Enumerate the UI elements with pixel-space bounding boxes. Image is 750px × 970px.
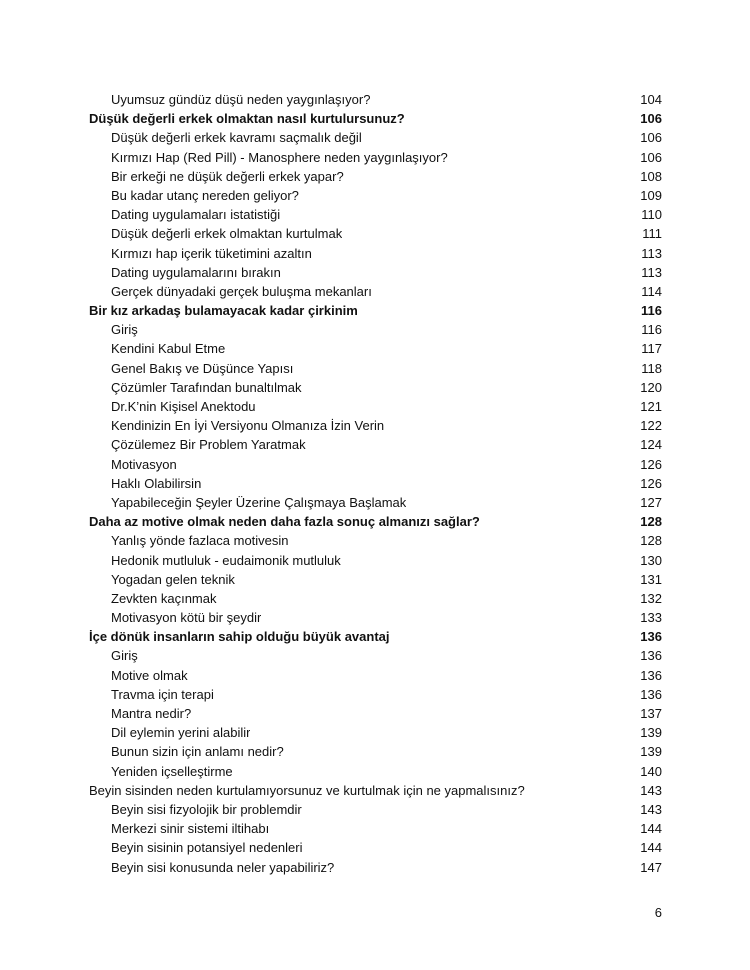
- toc-section-row: [89, 685, 662, 704]
- toc-entry-page: 143: [640, 782, 662, 798]
- toc-section-row: [89, 282, 662, 301]
- toc-entry-title: Travma için terapi: [111, 686, 214, 702]
- toc-section-row: [89, 148, 662, 167]
- toc-entry-page: 111: [642, 226, 662, 242]
- toc-entry-page: 139: [640, 725, 662, 741]
- toc-entry-title: Hedonik mutluluk - eudaimonik mutluluk: [111, 552, 341, 568]
- toc-entry-page: 116: [641, 322, 662, 338]
- toc-entry-page: 106: [640, 149, 662, 165]
- toc-entry-page: 128: [640, 533, 662, 549]
- toc-entry-title: Düşük değerli erkek kavramı saçmalık değil: [111, 130, 362, 146]
- toc-section-row: [89, 397, 662, 416]
- toc-section-row: [89, 416, 662, 435]
- toc-entry-page: 136: [640, 667, 662, 683]
- toc-entry-title: Beyin sisinden neden kurtulamıyorsunuz ve kurtulmak için ne yapmalısınız?: [89, 782, 525, 798]
- toc-entry-page: 106: [640, 111, 662, 127]
- toc-entry-page: 128: [640, 514, 662, 530]
- toc-chapter-row: [89, 301, 662, 320]
- toc-section-row: [89, 531, 662, 550]
- toc-entry-title: Yanlış yönde fazlaca motivesin: [111, 533, 289, 549]
- toc-entry-title: Beyin sisi konusunda neler yapabiliriz?: [111, 859, 335, 875]
- toc-entry-page: 136: [640, 686, 662, 702]
- toc-entry-title: Motive olmak: [111, 667, 188, 683]
- toc-entry-title: Giriş: [111, 648, 138, 664]
- toc-entry-page: 147: [640, 859, 662, 875]
- toc-entry-title: Mantra nedir?: [111, 706, 192, 721]
- toc-entry-title: Düşük değerli erkek olmaktan nasıl kurtulursunuz?: [89, 111, 405, 127]
- toc-entry-title: Yogadan gelen teknik: [111, 571, 235, 587]
- toc-entry-page: 144: [640, 821, 662, 837]
- toc-section-row: [89, 224, 662, 243]
- toc-entry-page: 117: [641, 341, 662, 357]
- toc-entry-title: Bir erkeği ne düşük değerli erkek yapar?: [111, 168, 344, 184]
- toc-entry-title: Merkezi sinir sistemi iltihabı: [111, 821, 270, 837]
- toc-section-row: [89, 339, 662, 358]
- toc-entry-page: 144: [640, 840, 662, 856]
- toc-section-row: [89, 435, 662, 454]
- toc-section-row: [89, 646, 662, 665]
- toc-entry-title: Dil eylemin yerini alabilir: [111, 725, 251, 741]
- toc-section-row: [89, 551, 662, 570]
- toc-section-row: [89, 320, 662, 339]
- toc-entry-title: Kendini Kabul Etme: [111, 341, 226, 357]
- toc-entry-page: 132: [640, 590, 662, 606]
- toc-entry-title: Beyin sisi fizyolojik bir problemdir: [111, 801, 302, 817]
- toc-section-row: [89, 455, 662, 474]
- toc-entry-page: 108: [640, 168, 662, 184]
- toc-entry-title: Kendinizin En İyi Versiyonu Olmanıza İzin Verin: [111, 418, 385, 434]
- toc-section-row: [89, 704, 662, 723]
- toc-entry-page: 126: [640, 456, 662, 472]
- toc-entry-title: Çözülemez Bir Problem Yaratmak: [111, 437, 306, 453]
- toc-section-row: [89, 90, 662, 109]
- toc-entry-page: 120: [640, 379, 662, 395]
- page-number: 6: [654, 905, 662, 920]
- toc-entry-title: Kırmızı hap içerik tüketimini azaltın: [111, 245, 312, 261]
- toc-entry-page: 140: [640, 763, 662, 779]
- toc-entry-page: 126: [640, 475, 662, 491]
- toc-section-row: [89, 723, 662, 742]
- toc-entry-title: Giriş: [111, 322, 138, 338]
- toc-entry-page: 124: [640, 437, 662, 453]
- toc-chapter-row: [89, 781, 662, 800]
- toc-entry-page: 137: [640, 706, 662, 721]
- toc-entry-title: İçe dönük insanların sahip olduğu büyük avantaj: [89, 629, 390, 645]
- toc-section-row: [89, 589, 662, 608]
- toc-section-row: [89, 378, 662, 397]
- toc-section-row: [89, 838, 662, 857]
- toc-entry-page: 130: [640, 552, 662, 568]
- toc-section-row: [89, 819, 662, 838]
- toc-section-row: [89, 128, 662, 147]
- toc-entry-title: Kırmızı Hap (Red Pill) - Manosphere neden yaygınlaşıyor?: [111, 149, 448, 165]
- toc-chapter-row: [89, 109, 662, 128]
- toc-entry-page: 139: [640, 744, 662, 760]
- toc-entry-page: 136: [640, 629, 662, 645]
- toc-entry-page: 116: [641, 303, 662, 319]
- toc-entry-title: Bir kız arkadaş bulamayacak kadar çirkinim: [89, 303, 358, 319]
- toc-chapter-row: [89, 627, 662, 646]
- toc-section-row: [89, 666, 662, 685]
- toc-section-row: [89, 493, 662, 512]
- toc-entry-page: 118: [641, 360, 662, 376]
- toc-entry-page: 143: [640, 801, 662, 817]
- toc-entry-title: Zevkten kaçınmak: [111, 590, 217, 606]
- toc-entry-title: Bunun sizin için anlamı nedir?: [111, 744, 284, 760]
- toc-entry-page: 109: [640, 187, 662, 203]
- toc-section-row: [89, 474, 662, 493]
- toc-entry-page: 106: [640, 130, 662, 146]
- toc-entry-title: Gerçek dünyadaki gerçek buluşma mekanları: [111, 283, 372, 299]
- toc-entry-page: 127: [640, 494, 662, 510]
- toc-section-row: [89, 742, 662, 761]
- toc-entry-page: 122: [640, 418, 662, 434]
- toc-chapter-row: [89, 512, 662, 531]
- toc-entry-page: 104: [640, 92, 662, 107]
- toc-entry-title: Daha az motive olmak neden daha fazla sonuç almanızı sağlar?: [89, 514, 480, 530]
- toc-entry-title: Beyin sisinin potansiyel nedenleri: [111, 840, 303, 856]
- toc-entry-page: 136: [640, 648, 662, 664]
- toc-entry-title: Yapabileceğin Şeyler Üzerine Çalışmaya Başlamak: [111, 494, 407, 510]
- toc-entry-title: Çözümler Tarafından bunaltılmak: [111, 379, 302, 395]
- toc-section-row: [89, 800, 662, 819]
- toc-entry-page: 121: [640, 399, 662, 414]
- toc-section-row: [89, 570, 662, 589]
- toc-entry-page: 114: [641, 283, 662, 299]
- toc-entry-title: Dr.K’nin Kişisel Anektodu: [111, 399, 256, 414]
- toc-section-row: [89, 263, 662, 282]
- toc-entry-title: Uyumsuz gündüz düşü neden yaygınlaşıyor?: [111, 92, 371, 107]
- toc-section-row: [89, 186, 662, 205]
- toc-entry-title: Genel Bakış ve Düşünce Yapısı: [111, 360, 294, 376]
- toc-section-row: [89, 762, 662, 781]
- toc-entry-title: Bu kadar utanç nereden geliyor?: [111, 187, 299, 203]
- toc-section-row: [89, 205, 662, 224]
- toc-entry-page: 110: [641, 207, 662, 223]
- toc-section-row: [89, 167, 662, 186]
- table-of-contents: [89, 90, 662, 877]
- toc-entry-title: Dating uygulamalarını bırakın: [111, 264, 281, 280]
- toc-section-row: [89, 244, 662, 263]
- toc-entry-page: 133: [640, 610, 662, 626]
- toc-entry-page: 113: [641, 245, 662, 261]
- toc-entry-title: Dating uygulamaları istatistiği: [111, 207, 281, 223]
- toc-entry-title: Yeniden içselleştirme: [111, 763, 233, 779]
- toc-section-row: [89, 359, 662, 378]
- toc-section-row: [89, 608, 662, 627]
- toc-entry-title: Motivasyon kötü bir şeydir: [111, 610, 262, 626]
- toc-entry-title: Haklı Olabilirsin: [111, 475, 202, 491]
- toc-entry-page: 113: [641, 264, 662, 280]
- toc-entry-title: Düşük değerli erkek olmaktan kurtulmak: [111, 226, 343, 242]
- toc-entry-title: Motivasyon: [111, 456, 177, 472]
- toc-entry-page: 131: [640, 571, 662, 587]
- toc-section-row: [89, 858, 662, 877]
